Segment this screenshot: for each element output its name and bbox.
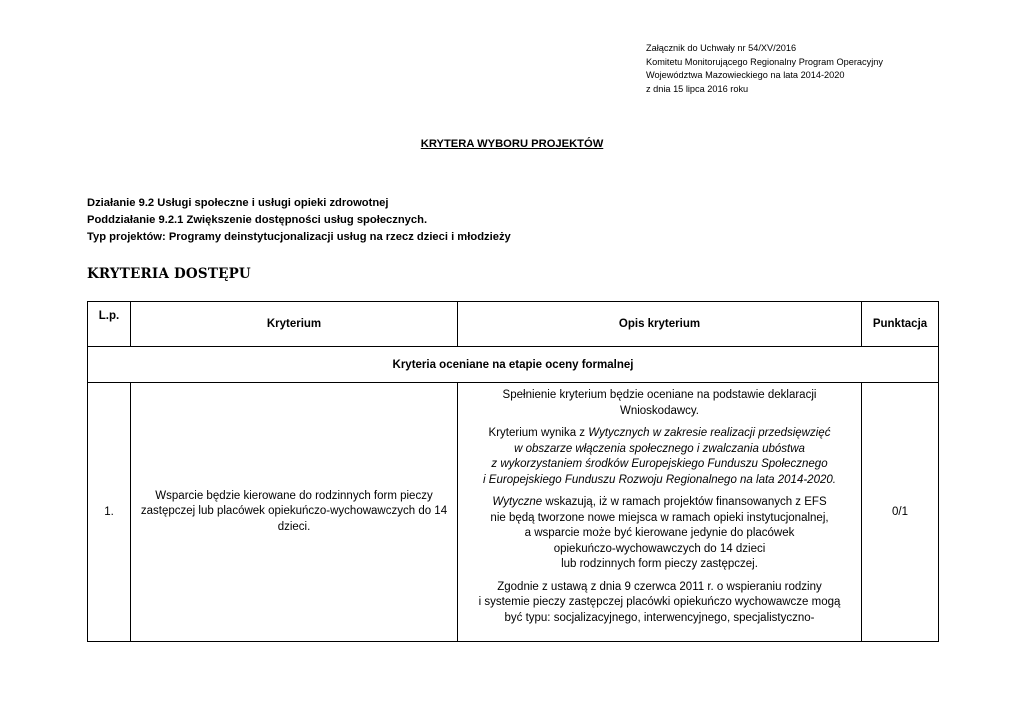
stage-row (88, 347, 939, 383)
row-lp: 1. (88, 383, 131, 642)
measure-info (87, 195, 511, 245)
header-description: Opis kryterium (458, 302, 862, 347)
description-paragraph: Wytyczne wskazują, iż w ramach projektów finansowanych z EFS nie będą tworzone nowe miejsca w ramach opieki instytucjonalnej, a wsparcie może być kierowane jedynie do placówek opiekuńczo-wychowawczych do 14 dzieci lub rodzinnych form pieczy zastępczej. (490, 496, 829, 570)
description-paragraph: Zgodnie z ustawą z dnia 9 czerwca 2011 r. o wspieraniu rodziny i systemie pieczy zastępczej placówki opiekuńczo wychowawcze mogą być typu: socjalizacyjnego, interwencyjnego, specjalistyczno- (478, 580, 841, 624)
subaction-line: Poddziałanie 9.2.1 Zwiększenie dostępności usług społecznych. (87, 213, 428, 226)
table-row (88, 383, 939, 642)
row-description (458, 383, 862, 642)
row-criterion: Wsparcie będzie kierowane do rodzinnych form pieczy zastępczej lub placówek opiekuńczo-wychowawczych do 14 dzieci. (131, 383, 458, 642)
action-line: Działanie 9.2 Usługi społeczne i usługi opieki zdrowotnej (87, 197, 389, 209)
section-heading: KRYTERIA DOSTĘPU (87, 266, 251, 282)
stage-label: Kryteria oceniane na etapie oceny formalnej (88, 347, 939, 383)
header-lp: L.p. (88, 302, 131, 347)
annex-note (646, 42, 883, 96)
annex-line: Województwa Mazowieckiego na lata 2014-2020 (646, 70, 845, 80)
criteria-table (87, 301, 939, 642)
annex-line: Komitetu Monitorującego Regionalny Program Operacyjny (646, 56, 883, 67)
description-paragraph: Spełnienie kryterium będzie oceniane na podstawie deklaracji Wnioskodawcy. (502, 389, 817, 417)
description-paragraph: Kryterium wynika z Wytycznych w zakresie realizacji przedsięwzięć w obszarze włączenia społecznego i zwalczania ubóstwa z wykorzystaniem środków Europejskiego Funduszu Społecznego i Europejskiego Funduszu Rozwoju Regionalnego na lata 2014-2020. (483, 427, 836, 486)
annex-line: z dnia 15 lipca 2016 roku (646, 83, 749, 94)
document-title: KRYTERA WYBORU PROJEKTÓW (420, 138, 604, 150)
header-criterion: Kryterium (131, 302, 458, 347)
table-header-row (88, 302, 939, 347)
row-score: 0/1 (862, 383, 939, 642)
header-score: Punktacja (862, 302, 939, 347)
annex-line: Załącznik do Uchwały nr 54/XV/2016 (646, 43, 797, 53)
project-type-line: Typ projektów: Programy deinstytucjonalizacji usług na rzecz dzieci i młodzieży (87, 230, 511, 243)
